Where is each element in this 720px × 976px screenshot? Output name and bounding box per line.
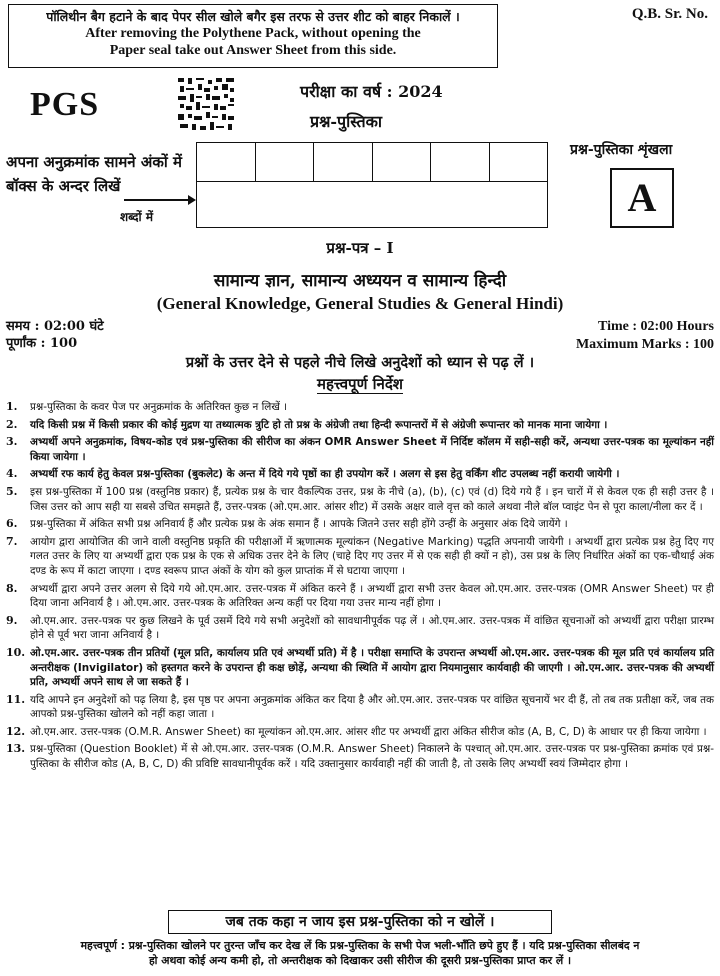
instruction-text: प्रश्न-पुस्तिका के कवर पेज पर अनुक्रमांक के अतिरिक्त कुछ न लिखें । — [30, 401, 288, 413]
roll-instruction — [6, 150, 182, 198]
notice-hindi: पॉलिथीन बैग हटाने के बाद पेपर सील खोले बगैर इस तरफ से उत्तर शीट को बाहर निकालें । — [46, 9, 460, 24]
instruction-text: अभ्यर्थी अपने अनुक्रमांक, विषय-कोड एवं प्रश्न-पुस्तिका की सीरीज का अंकन OMR Answer Sheet में निर्दिष्ट कॉलम में सही-सही करें, अन्यथा उत्तर-पत्रक का मूल्यांकन नहीं किया जायेगा । — [30, 436, 714, 463]
roll-digit-box[interactable] — [431, 143, 490, 181]
time-english: Time : 02:00 Hours — [597, 319, 714, 334]
roll-digit-box[interactable] — [256, 143, 315, 181]
roll-digit-box[interactable] — [490, 143, 548, 181]
footer-line1: महत्त्वपूर्ण : प्रश्न-पुस्तिका खोलने पर तुरन्त जाँच कर देख लें कि प्रश्न-पुस्तिका के सभी पेज भली-भाँति छपे हुए हैं । यदि प्रश्न-पुस्तिका सीलबंद न — [80, 939, 640, 952]
instruction-item — [6, 535, 714, 579]
qb-serial-label: Q.B. Sr. No. — [631, 6, 708, 22]
series-box: A — [610, 168, 674, 228]
time-marks-english — [576, 318, 714, 354]
instruction-item — [6, 467, 714, 482]
roll-digit-box[interactable] — [373, 143, 432, 181]
instruction-number: 4. — [6, 467, 18, 481]
subject-hindi: सामान्य ज्ञान, सामान्य अध्ययन व सामान्य हिन्दी — [213, 271, 507, 291]
marks-hindi: पूर्णांक : 100 — [6, 336, 78, 351]
time-marks-hindi — [6, 318, 104, 352]
instruction-item — [6, 693, 714, 722]
exam-code: PGS — [30, 86, 100, 123]
roll-instruction-line2: बॉक्स के अन्दर लिखें — [6, 177, 121, 195]
instruction-list — [6, 400, 714, 775]
instruction-text: अभ्यर्थी रफ कार्य हेतु केवल प्रश्न-पुस्तिका (बुकलेट) के अन्त में दिये गये पृष्ठों का ही उपयोग करें । अलग से इस हेतु वर्किंग शीट उपलब्ध नहीं करायी जायेगी । — [30, 468, 620, 481]
instruction-item — [6, 582, 714, 611]
instruction-number: 11. — [6, 692, 26, 706]
instruction-number: 10. — [6, 645, 26, 659]
do-not-open-notice: जब तक कहा न जाय इस प्रश्न-पुस्तिका को न खोलें । — [168, 910, 552, 934]
instruction-item — [6, 418, 714, 433]
instruction-number: 12. — [6, 724, 26, 738]
subject-english: (General Knowledge, General Studies & General Hindi) — [156, 294, 564, 313]
instruction-text: प्रश्न-पुस्तिका में अंकित सभी प्रश्न अनिवार्य हैं और प्रत्येक प्रश्न के अंक समान हैं । आपके जितने उत्तर सही होंगे उन्हीं के अनुसार अंक दिये जायेंगे । — [30, 518, 568, 531]
instruction-text: प्रश्न-पुस्तिका (Question Booklet) में से ओ.एम.आर. उत्तर-पत्रक (O.M.R. Answer Sheet) निकालने के पश्चात् ओ.एम.आर. उत्तर-पत्रक पर प्रश्न-पुस्तिका क्रमांक एवं प्रश्न-पुस्तिका के सीरीज कोड (A, B, C, D) की प्रविष्टि सावधानीपूर्वक करें । यदि उक्तानुसार कार्यवाही नहीं की जाती है, तो उसके लिए अभ्यर्थी स्वयं जिम्मेदार होगा । — [30, 743, 714, 771]
series-label: प्रश्न-पुस्तिका शृंखला — [570, 142, 673, 158]
instruction-text: ओ.एम.आर. उत्तर-पत्रक पर कुछ लिखने के पूर्व उसमें दिये गये सभी अनुदेशों को सावधानीपूर्वक पढ़ लें । ओ.एम.आर. उत्तर-पत्रक में वांछित सूचनाओं को अभ्यर्थी द्वारा परीक्षा प्रारम्भ होने से पूर्व भरा जाना अनिवार्य है । — [30, 614, 714, 642]
roll-digit-box[interactable] — [197, 143, 256, 181]
time-hindi: समय : 02:00 घंटे — [6, 319, 104, 334]
instruction-item — [6, 725, 714, 740]
notice-english-2: Paper seal take out Answer Sheet from this side. — [109, 43, 397, 58]
notice-english-1: After removing the Polythene Pack, without opening the — [85, 26, 421, 41]
instruction-number: 3. — [6, 435, 18, 449]
in-words-label: शब्दों में — [120, 210, 153, 224]
read-first-note: प्रश्नों के उत्तर देने से पहले नीचे लिखे अनुदेशों को ध्यान से पढ़ लें । — [185, 354, 535, 371]
instruction-number: 1. — [6, 400, 18, 413]
exam-year: परीक्षा का वर्ष : 2024 — [300, 82, 443, 101]
instruction-text: ओ.एम.आर. उत्तर-पत्रक (O.M.R. Answer Sheet) का मूल्यांकन ओ.एम.आर. आंसर शीट पर अभ्यर्थी द्वारा अंकित सीरीज कोड (A, B, C, D) के आधार पर ही किया जायेगा । — [30, 725, 707, 738]
instruction-text: अभ्यर्थी द्वारा अपने उत्तर अलग से दिये गये ओ.एम.आर. उत्तर-पत्रक में अंकित करने हैं । अभ्यर्थी द्वारा सभी उत्तर केवल ओ.एम.आर. उत्तर-पत्रक (OMR Answer Sheet) पर ही दिया जाना अनिवार्य है । ओ.एम.आर. उत्तर-पत्रक के अतिरिक्त अन्य कहीं पर दिया गया उत्तर मान्य नहीं होगा । — [30, 582, 714, 610]
instruction-number: 8. — [6, 581, 18, 595]
instruction-item — [6, 400, 714, 415]
instruction-number: 9. — [6, 613, 18, 627]
paper-number: प्रश्न-पत्र – I — [326, 239, 394, 257]
top-notice — [8, 4, 498, 68]
arrow-right-icon — [124, 194, 196, 206]
important-heading — [0, 374, 720, 394]
instruction-item — [6, 435, 714, 464]
instruction-number: 5. — [6, 484, 18, 498]
roll-number-grid[interactable] — [196, 142, 548, 228]
instruction-item — [6, 742, 714, 771]
marks-english: Maximum Marks : 100 — [575, 337, 714, 352]
roll-digit-boxes[interactable] — [197, 143, 547, 182]
footer-line2: हो अथवा कोई अन्य कमी हो, तो अन्तरीक्षक को दिखाकर उसी सीरीज की दूसरी प्रश्न-पुस्तिका प्राप्त कर लें । — [148, 954, 572, 967]
instruction-item — [6, 517, 714, 532]
instruction-number: 7. — [6, 534, 18, 548]
instruction-item — [6, 646, 714, 690]
instruction-number: 13. — [6, 742, 26, 756]
footer-note — [6, 938, 714, 968]
instruction-text: इस प्रश्न-पुस्तिका में 100 प्रश्न (वस्तुनिष्ठ प्रकार) हैं, प्रत्येक प्रश्न के चार वैकल्पिक उत्तर, प्रश्न के नीचे (a), (b), (c) एवं (d) दिये गये हैं । इन चारों में से केवल एक ही सही उत्तर है । जिस उत्तर को आप सही या सबसे उचित समझते हैं, उत्तर-पत्रक (ओ.एम.आर. आंसर शीट) में उसके अक्षर वाले वृत्त को काले अथवा नीले बॉल प्वाइंट पेन से पूरा काला/नीला कर दें । — [30, 485, 714, 513]
instruction-text: यदि किसी प्रश्न में किसी प्रकार की कोई मुद्रण या तथ्यात्मक त्रुटि हो तो प्रश्न के अंग्रेजी तथा हिन्दी रूपान्तरों में से अंग्रेजी रूपान्तर को मानक माना जायेगा । — [30, 418, 608, 431]
instruction-item — [6, 485, 714, 514]
instruction-number: 6. — [6, 517, 18, 531]
qr-code-icon — [176, 76, 236, 134]
booklet-title: प्रश्न-पुस्तिका — [310, 112, 383, 131]
roll-digit-box[interactable] — [314, 143, 373, 181]
instruction-text: आयोग द्वारा आयोजित की जाने वाली वस्तुनिष्ठ प्रकृति की परीक्षाओं में ऋणात्मक मूल्यांकन (Negative Marking) पद्धति अपनायी जायेगी । अभ्यर्थी द्वारा प्रत्येक प्रश्न हेतु दिए गए गलत उत्तर के लिए या अभ्यर्थी द्वारा एक प्रश्न के एक से अधिक उत्तर देने के लिए (चाहे दिए गए उत्तर में से एक सही ही क्यों न हो), उस प्रश्न के लिए निर्धारित अंकों का एक-चौथाई अंक दण्ड के रूप में काटा जाएगा । दण्ड स्वरूप प्राप्त अंकों के योग को कुल प्राप्तांक में से घटाया जाएगा । — [30, 535, 714, 577]
instruction-text: ओ.एम.आर. उत्तर-पत्रक तीन प्रतियों (मूल प्रति, कार्यालय प्रति एवं अभ्यर्थी प्रति) में है । परीक्षा समाप्ति के उपरान्त अभ्यर्थी ओ.एम.आर. उत्तर-पत्रक की मूल प्रति एवं कार्यालय प्रति अन्तरीक्षक (Invigilator) को हस्तगत करने के उपरान्त ही कक्ष छोड़ें, अन्यथा की स्थिति में आयोग द्वारा नियमानुसार कार्यवाही की जाएगी । ओ.एम.आर. उत्तर-पत्रक की अभ्यर्थी प्रति, अभ्यर्थी अपने साथ ले जा सकते हैं । — [30, 646, 714, 689]
instruction-item — [6, 614, 714, 643]
roll-instruction-line1: अपना अनुक्रमांक सामने अंकों में — [6, 153, 182, 171]
important-heading-text: महत्त्वपूर्ण निर्देश — [316, 375, 404, 393]
instruction-number: 2. — [6, 417, 18, 431]
instruction-text: यदि आपने इन अनुदेशों को पढ़ लिया है, इस पृष्ठ पर अपना अनुक्रमांक अंकित कर दिया है और ओ.एम.आर. उत्तर-पत्रक पर वांछित सूचनायें भर दी हैं, तो तब तक प्रतीक्षा करें, जब तक आपको प्रश्न-पुस्तिका खोलने को नहीं कहा जाता । — [30, 693, 714, 721]
